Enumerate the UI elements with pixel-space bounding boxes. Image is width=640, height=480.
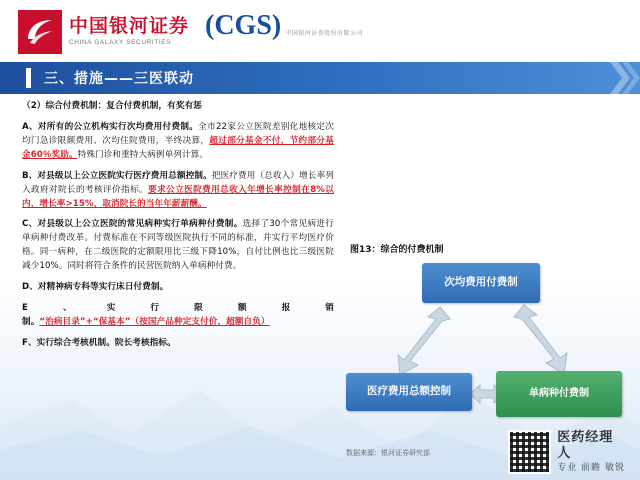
paragraph-c-rest: 选择了30个常见病进行单病种付费改革。付费标准在不同等级医院执行不同的标准，并实行平均医疗价格。同一病种，在二级医院的定额限用比三级下降10%，自付比例也比三级医院减少10%。同时将符合条件的民营医院纳入单病种付费。	[22, 219, 334, 272]
arrow-top-to-left-icon	[384, 303, 454, 379]
figure-diagram	[340, 245, 630, 460]
paragraph-e	[22, 302, 334, 330]
brand-abbr-subtitle: 中国银河证券股份有限公司	[285, 31, 364, 37]
page-title: 三、措施——三医联动	[44, 71, 194, 87]
watermark	[508, 430, 626, 474]
paragraph-a-rest: 全市22家公立医院差别化地核定次均门急诊限额费用、次均住院费用，半终决算，	[22, 121, 334, 146]
title-accent-bar	[26, 68, 31, 88]
paragraph-intro: （2）综合付费机制：复合付费机制，有奖有惩	[22, 101, 202, 111]
title-chevron-decoration	[600, 62, 640, 94]
figure-node-per-visit-payment: 次均费用付费制	[422, 263, 540, 303]
arrow-top-to-right-icon	[512, 301, 582, 379]
logo-english-name: CHINA GALAXY SECURITIES	[69, 39, 172, 47]
figure-node-single-disease-payment: 单病种付费制	[496, 371, 622, 417]
galaxy-logo-icon	[18, 10, 62, 54]
paragraph-b-rest: 把医疗费用（总收入）增长率列入政府对院长的考核评价指标。	[22, 170, 334, 195]
paragraph-a-highlight: 超过部分基金不付，节约部分基金60％奖励。	[22, 135, 334, 160]
paragraph-b	[22, 170, 334, 212]
figure-node-total-cost-control: 医疗费用总额控制	[346, 373, 472, 411]
paragraph-b-highlight: 要求公立医院费用总收入年增长率控制在8%以内，增长率>15%，取消院长的当年年薪薪酬。	[22, 184, 334, 209]
brand-abbreviation	[205, 12, 363, 40]
paragraph-c-lead: C、对县级以上公立医院的常见病种实行单病种付费制。	[22, 219, 243, 230]
paragraph-d: D、对精神病专科等实行床日付费制。	[22, 282, 169, 293]
qr-code-icon	[508, 430, 551, 474]
brand-abbr-text: (CGS)	[205, 10, 282, 41]
paragraph-e-highlight: “治病目录”+“保基本”（按国产品种定支付价，超额自负）	[39, 316, 270, 327]
paragraph-a-lead: A、对所有的公立机构实行次均费用付费制。	[22, 121, 199, 132]
paragraph-e-lead: E、实行限额报销制。	[22, 303, 334, 327]
slide-header	[0, 0, 640, 62]
paragraph-a	[22, 121, 334, 163]
paragraph-c	[22, 218, 334, 274]
watermark-subtitle: 专业 前瞻 敏锐	[557, 462, 625, 473]
logo-chinese-name: 中国银河证券	[69, 15, 190, 38]
paragraph-a-tail: 特殊门诊和重特大病例单列计算。	[77, 149, 209, 160]
paragraph-f: F、实行综合考核机制。院长考核指标。	[22, 337, 176, 348]
paragraph-b-lead: B、对县级以上公立医院实行医疗费用总额控制。	[22, 170, 212, 181]
watermark-title: 医药经理人	[557, 430, 614, 462]
content-text-column	[22, 100, 334, 358]
figure-caption: 图13：综合的付费机制	[350, 245, 444, 255]
figure-source-note: 数据来源：银河证券研究部	[346, 449, 430, 457]
company-logo	[18, 10, 189, 54]
section-title-bar	[0, 62, 640, 94]
